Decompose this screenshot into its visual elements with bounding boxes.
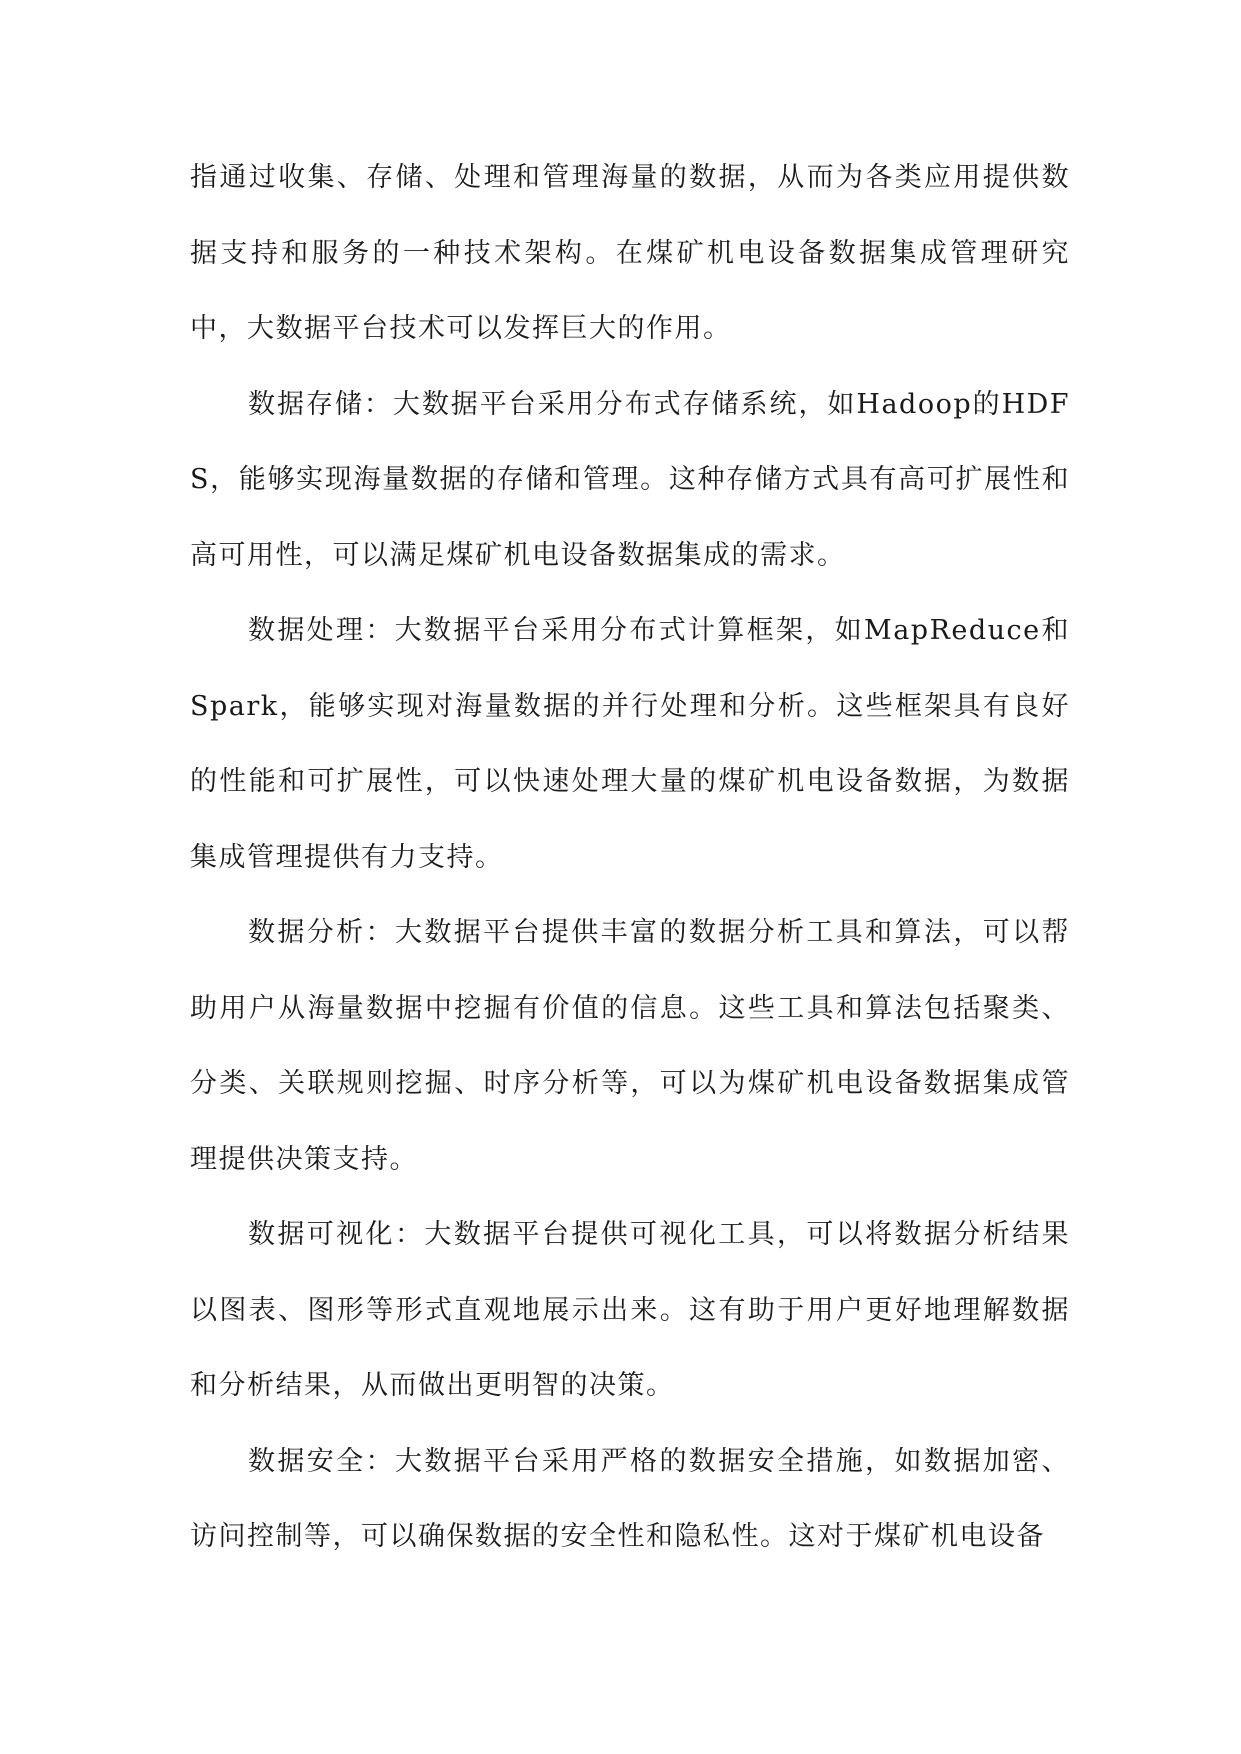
body-text: [190, 140, 1070, 1575]
paragraph-data-security: 数据安全：大数据平台采用严格的数据安全措施，如数据加密、访问控制等，可以确保数据的安全性和隐私性。这对于煤矿机电设备: [190, 1445, 1070, 1552]
paragraph-data-analysis: 数据分析：大数据平台提供丰富的数据分析工具和算法，可以帮助用户从海量数据中挖掘有价值的信息。这些工具和算法包括聚类、分类、关联规则挖掘、时序分析等，可以为煤矿机电设备数据集成管理提供决策支持。: [190, 917, 1070, 1175]
paragraph-data-visualization: 数据可视化：大数据平台提供可视化工具，可以将数据分析结果以图表、图形等形式直观地展示出来。这有助于用户更好地理解数据和分析结果，从而做出更明智的决策。: [190, 1219, 1070, 1401]
paragraph-data-processing: 数据处理：大数据平台采用分布式计算框架，如MapReduce和Spark，能够实现对海量数据的并行处理和分析。这些框架具有良好的性能和可扩展性，可以快速处理大量的煤矿机电设备数据，为数据集成管理提供有力支持。: [190, 615, 1070, 873]
paragraph-data-storage: 数据存储：大数据平台采用分布式存储系统，如Hadoop的HDFS，能够实现海量数据的存储和管理。这种存储方式具有高可扩展性和高可用性，可以满足煤矿机电设备数据集成的需求。: [190, 388, 1070, 571]
paragraph-intro: 指通过收集、存储、处理和管理海量的数据，从而为各类应用提供数据支持和服务的一种技术架构。在煤矿机电设备数据集成管理研究中，大数据平台技术可以发挥巨大的作用。: [190, 162, 1070, 344]
